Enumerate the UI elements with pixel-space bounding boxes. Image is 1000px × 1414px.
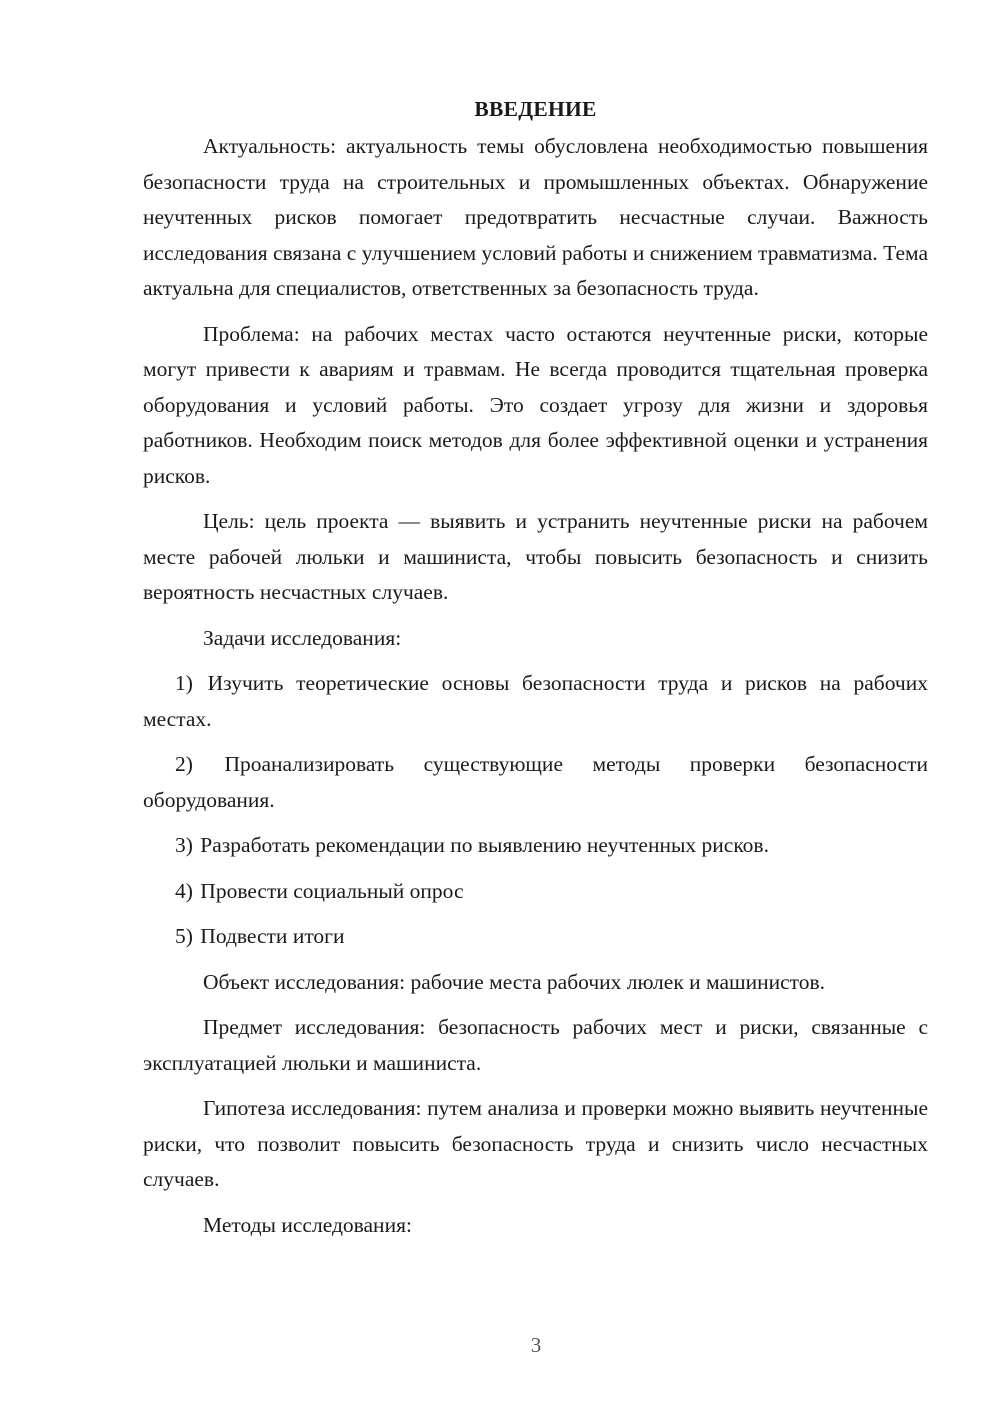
- task-item-5: [143, 919, 928, 955]
- hypothesis-paragraph: Гипотеза исследования: путем анализа и проверки можно выявить неучтенные риски, что позволит повысить безопасность труда и снизить число несчастных случаев.: [143, 1096, 928, 1191]
- methods-heading: Методы исследования:: [203, 1212, 412, 1237]
- goal-paragraph: Цель: цель проекта — выявить и устранить неучтенные риски на рабочем месте рабочей люльки и машиниста, чтобы повысить безопасность и снизить вероятность несчастных случаев.: [143, 509, 928, 604]
- tasks-heading: Задачи исследования:: [203, 625, 402, 650]
- task-text: Подвести итоги: [200, 924, 345, 948]
- task-text: Проанализировать существующие методы проверки безопасности оборудования.: [143, 752, 929, 812]
- task-item-1: [143, 666, 928, 737]
- task-number: 5): [175, 924, 193, 948]
- object-paragraph: Объект исследования: рабочие места рабочих люлек и машинистов.: [203, 969, 826, 994]
- actuality-paragraph: Актуальность: актуальность темы обусловлена необходимостью повышения безопасности труда на строительных и промышленных объектах. Обнаружение неучтенных рисков помогает предотвратить несчастные случаи. Важность исследования связана с улучшением условий работы и снижением травматизма. Тема актуальна для специалистов, ответственных за безопасность труда.: [143, 134, 928, 300]
- section-title: ВВЕДЕНИЕ: [474, 97, 597, 121]
- task-text: Изучить теоретические основы безопасности труда и рисков на рабочих местах.: [143, 671, 929, 731]
- task-number: 3): [175, 833, 193, 857]
- task-number: 1): [175, 671, 193, 695]
- task-item-4: [143, 874, 928, 910]
- task-item-3: [143, 828, 928, 864]
- task-number: 2): [175, 752, 193, 776]
- problem-paragraph: Проблема: на рабочих местах часто остаются неучтенные риски, которые могут привести к авариям и травмам. Не всегда проводится тщательная проверка оборудования и условий работы. Это создает угрозу для жизни и здоровья работников. Необходим поиск методов для более эффективной оценки и устранения рисков.: [143, 321, 928, 488]
- task-text: Провести социальный опрос: [200, 878, 464, 903]
- page-number: 3: [530, 1333, 542, 1357]
- task-number: 4): [175, 878, 193, 903]
- task-text: Разработать рекомендации по выявлению неучтенных рисков.: [200, 833, 769, 857]
- task-item-2: [143, 747, 928, 818]
- subject-paragraph: Предмет исследования: безопасность рабочих мест и риски, связанные с эксплуатацией люльки и машиниста.: [143, 1015, 928, 1075]
- document-page: [143, 92, 928, 1253]
